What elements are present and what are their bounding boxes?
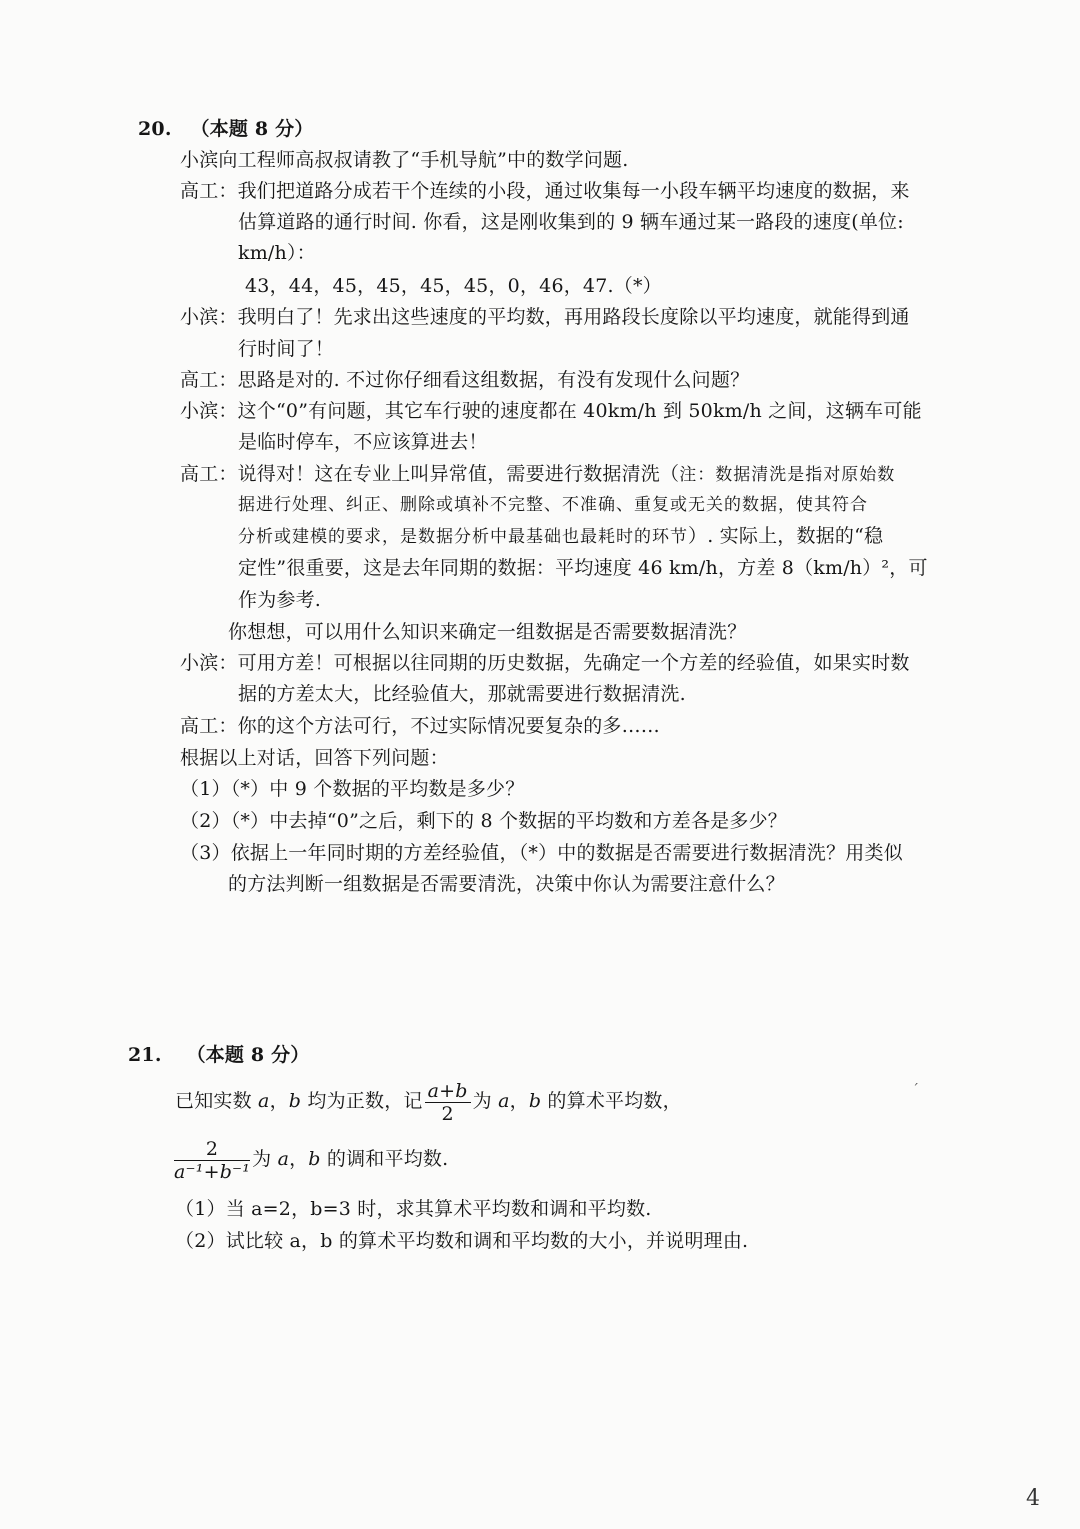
q20-line-19: 根据以上对话，回答下列问题： [180, 747, 449, 769]
q20-line-18: 高工：你的这个方法可行，不过实际情况要复杂的多…… [180, 715, 661, 737]
var-a: a [498, 1090, 510, 1112]
q21-text: ， [269, 1090, 289, 1112]
arithmetic-mean-fraction [425, 1080, 471, 1125]
q20-part-3-cont: 的方法判断一组数据是否需要清洗，决策中你认为需要注意什么？ [228, 873, 785, 895]
q20-data: 43，44，45，45，45，45，0，46，47.（*） [245, 275, 662, 297]
q21-points: （本题 8 分） [186, 1044, 310, 1066]
q21-part-2: （2）试比较 a，b 的算术平均数和调和平均数的大小，并说明理由. [175, 1230, 749, 1252]
var-b: b [528, 1090, 542, 1112]
var-b: b [288, 1090, 302, 1112]
q20-line-7: 高工：思路是对的. 不过你仔细看这组数据，有没有发现什么问题？ [180, 369, 750, 391]
q20-line-17: 据的方差太大，比经验值大，那就需要进行数据清洗. [238, 683, 686, 705]
q20-line-12-text: ）. 实际上，数据的“稳 [688, 525, 884, 547]
q21-text: 的调和平均数. [320, 1148, 449, 1170]
q21-text: 为 [472, 1090, 499, 1112]
q20-line-1: 高工：我们把道路分成若干个连续的小段，通过收集每一小段车辆平均速度的数据，来 [180, 180, 910, 202]
q20-line-2: 估算道路的通行时间. 你看，这是刚收集到的 9 辆车通过某一路段的速度(单位: [238, 211, 904, 233]
q20-line-8: 小滨：这个“0”有问题，其它车行驶的速度都在 40km/h 到 50km/h 之间，这辆车可能 [180, 400, 922, 422]
q20-part-2: （2）（*）中去掉“0”之后，剩下的 8 个数据的平均数和方差各是多少？ [180, 810, 787, 832]
stray-mark: ˊ [912, 1082, 919, 1098]
q20-header [138, 116, 314, 142]
q20-note-line-2: 据进行处理、纠正、删除或填补不完整、不准确、重复或无关的数据，使其符合 [238, 495, 868, 515]
q20-note-start: 注：数据清洗是指对原始数 [679, 465, 896, 485]
q20-line-13: 定性”很重要，这是去年同期的数据：平均速度 46 km/h，方差 8（km/h）²，可 [238, 557, 928, 579]
q20-line-14: 作为参考. [238, 589, 322, 611]
fraction-numerator: a+b [425, 1080, 471, 1103]
q20-part-1: （1）（*）中 9 个数据的平均数是多少？ [180, 778, 525, 800]
q21-text: 的算术平均数， [541, 1090, 682, 1112]
harmonic-mean-fraction [174, 1138, 250, 1183]
q21-text: 均为正数，记 [301, 1090, 423, 1112]
q20-line-3: km/h）： [238, 242, 316, 264]
q21-line-2 [172, 1135, 448, 1183]
q20-line-12 [238, 523, 883, 550]
q20-part-3: （3）依据上一年同时期的方差经验值，（*）中的数据是否需要进行数据清洗？用类似 [180, 842, 903, 864]
fraction-numerator: 2 [174, 1138, 250, 1161]
q20-line-15: 你想想，可以用什么知识来确定一组数据是否需要数据清洗？ [228, 621, 747, 643]
q20-line-5: 小滨：我明白了！先求出这些速度的平均数，再用路段长度除以平均速度，就能得到通 [180, 306, 910, 328]
q20-line-6: 行时间了！ [238, 338, 335, 360]
var-a: a [258, 1090, 270, 1112]
q21-header [128, 1042, 310, 1068]
q20-points: （本题 8 分） [190, 118, 314, 140]
q21-text: ， [509, 1090, 529, 1112]
q20-number: 20. [138, 118, 172, 140]
q21-text: 为 [252, 1148, 278, 1170]
q21-line-1 [175, 1077, 682, 1125]
q21-number: 21. [128, 1044, 162, 1066]
q20-line-10 [180, 461, 895, 488]
var-b: b [308, 1148, 321, 1170]
q20-line-16: 小滨：可用方差！可根据以往同期的历史数据，先确定一个方差的经验值，如果实时数 [180, 652, 910, 674]
var-a: a [277, 1148, 290, 1170]
fraction-denominator: 2 [441, 1102, 454, 1125]
page-number: 4 [1026, 1486, 1040, 1511]
q20-line-9: 是临时停车，不应该算进去！ [238, 431, 488, 453]
q20-intro: 小滨向工程师高叔叔请教了“手机导航”中的数学问题. [180, 149, 629, 171]
q21-text: 已知实数 [175, 1090, 259, 1112]
q20-note-line-3: 分析或建模的要求，是数据分析中最基础也最耗时的环节 [238, 527, 688, 547]
q21-part-1: （1）当 a=2，b=3 时，求其算术平均数和调和平均数. [175, 1198, 652, 1220]
fraction-denominator: a⁻¹+b⁻¹ [174, 1160, 251, 1183]
q20-line-10-text: 高工：说得对！这在专业上叫异常值，需要进行数据清洗（ [180, 463, 680, 485]
q21-text: ， [289, 1148, 309, 1170]
